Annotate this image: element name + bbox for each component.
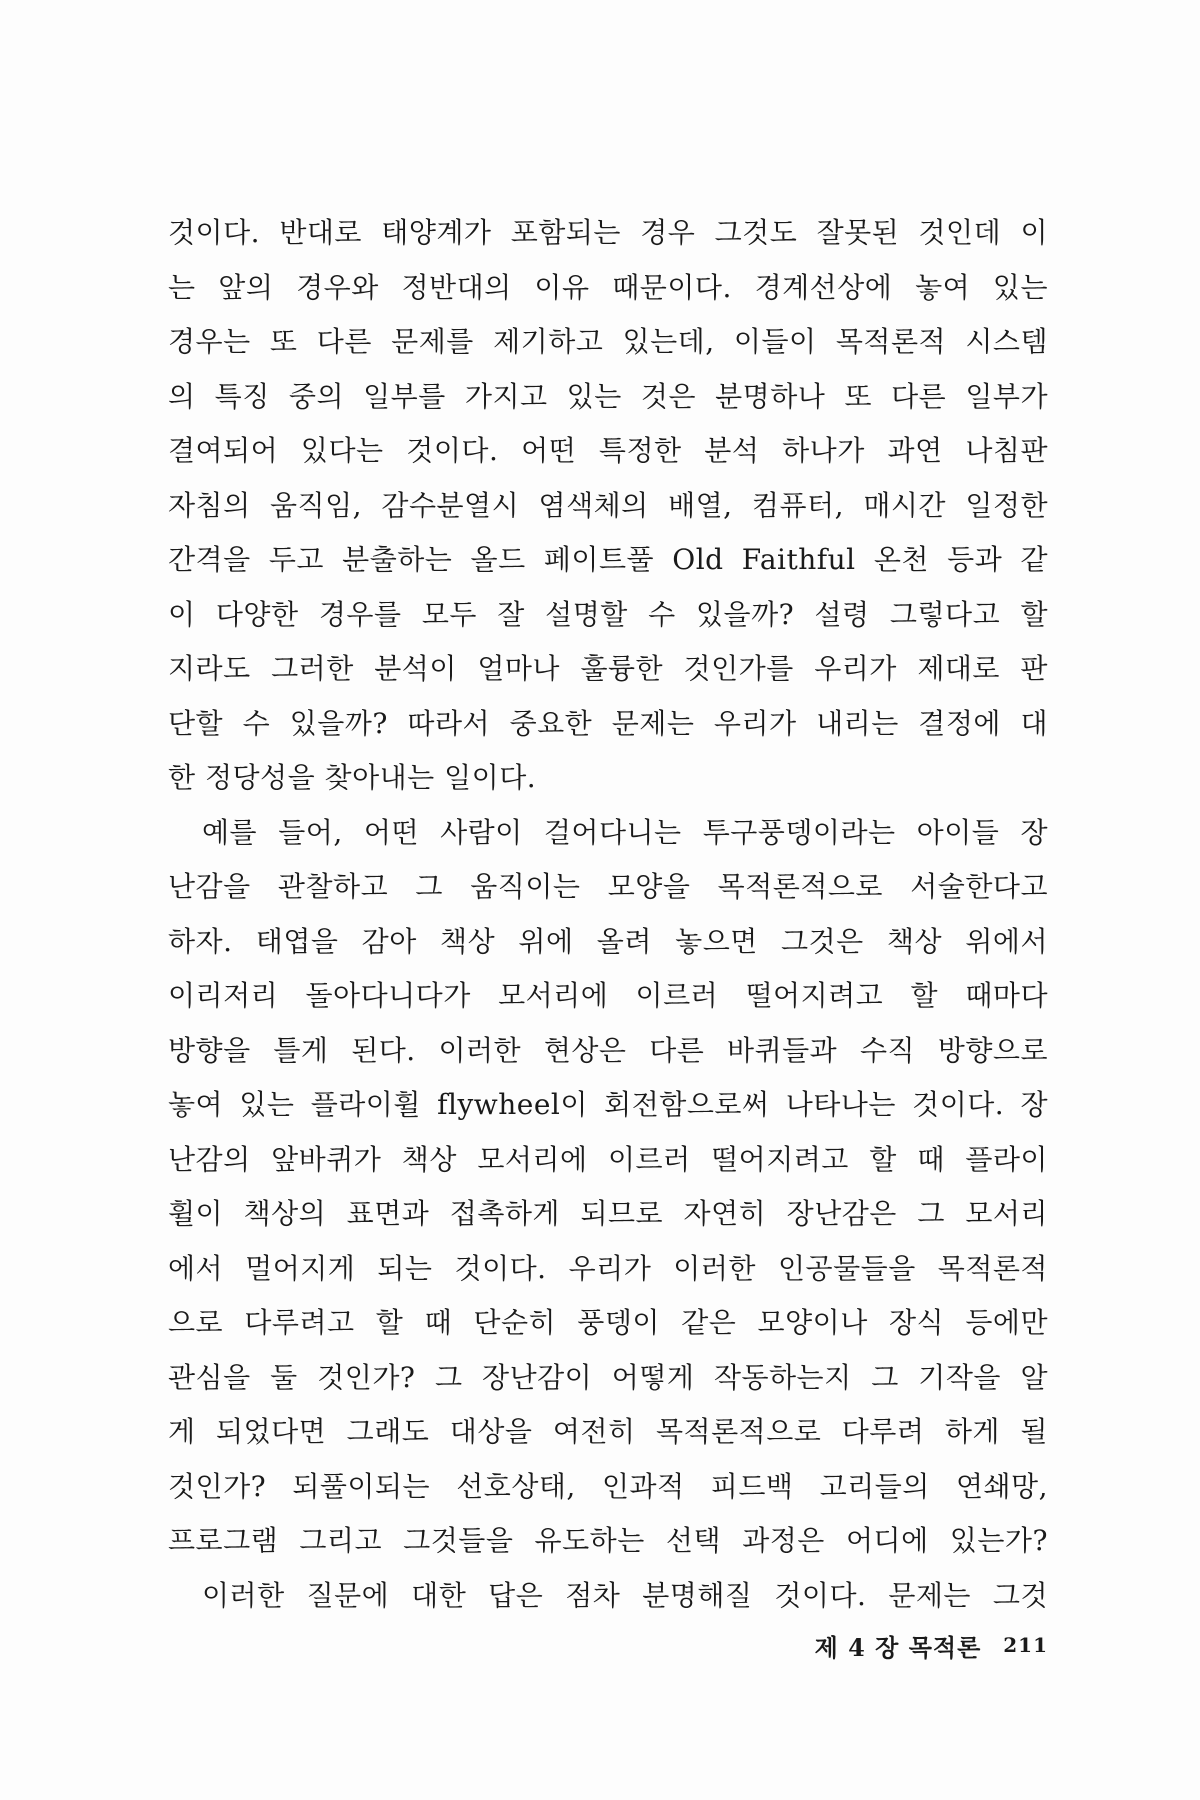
page-footer (600, 1625, 1048, 1665)
page-number: 211 (1003, 1633, 1048, 1657)
text-line: 결여되어 있다는 것이다. 어떤 특정한 분석 하나가 과연 나침판 (168, 434, 1048, 467)
text-line: 이 다양한 경우를 모두 잘 설명할 수 있을까? 설령 그렇다고 할 (168, 597, 1048, 631)
text-line: 놓여 있는 플라이휠 flywheel이 회전함으로써 나타나는 것이다. 장 (168, 1088, 1048, 1121)
text-line: 으로 다루려고 할 때 단순히 풍뎅이 같은 모양이나 장식 등에만 (168, 1306, 1048, 1339)
text-line: 난감의 앞바퀴가 책상 모서리에 이르러 떨어지려고 할 때 플라이 (168, 1142, 1048, 1176)
text-line: 예를 들어, 어떤 사람이 걸어다니는 투구풍뎅이라는 아이들 장 (202, 815, 1048, 849)
text-line: 이리저리 돌아다니다가 모서리에 이르러 떨어지려고 할 때마다 (168, 979, 1048, 1012)
text-line: 에서 멀어지게 되는 것이다. 우리가 이러한 인공물들을 목적론적 (168, 1251, 1048, 1285)
text-line: 게 되었다면 그래도 대상을 여전히 목적론적으로 다루려 하게 될 (168, 1415, 1048, 1448)
text-line: 단할 수 있을까? 따라서 중요한 문제는 우리가 내리는 결정에 대 (168, 706, 1048, 740)
text-line: 방향을 틀게 된다. 이러한 현상은 다른 바퀴들과 수직 방향으로 (168, 1033, 1048, 1067)
text-line: 프로그램 그리고 그것들을 유도하는 선택 과정은 어디에 있는가? (168, 1524, 1048, 1557)
text-line: 이러한 질문에 대한 답은 점차 분명해질 것이다. 문제는 그것 (202, 1578, 1048, 1612)
text-line: 간격을 두고 분출하는 올드 페이트풀 Old Faithful 온천 등과 같 (168, 543, 1048, 576)
text-line: 하자. 태엽을 감아 책상 위에 올려 놓으면 그것은 책상 위에서 (168, 924, 1048, 958)
text-line: 난감을 관찰하고 그 움직이는 모양을 목적론적으로 서술한다고 (168, 870, 1048, 903)
text-line: 지라도 그러한 분석이 얼마나 훌륭한 것인가를 우리가 제대로 판 (168, 652, 1048, 685)
text-line: 것인가? 되풀이되는 선호상태, 인과적 피드백 고리들의 연쇄망, (168, 1469, 1048, 1503)
text-line: 것이다. 반대로 태양계가 포함되는 경우 그것도 잘못된 것인데 이 (168, 216, 1048, 249)
running-footer-chapter: 제 4 장 목적론 (814, 1632, 982, 1662)
text-line: 한 정당성을 찾아내는 일이다. (168, 761, 537, 794)
text-line: 휠이 책상의 표면과 접촉하게 되므로 자연히 장난감은 그 모서리 (168, 1197, 1048, 1230)
text-line: 는 앞의 경우와 정반대의 이유 때문이다. 경계선상에 놓여 있는 (168, 270, 1048, 304)
text-line: 의 특징 중의 일부를 가지고 있는 것은 분명하나 또 다른 일부가 (168, 379, 1048, 413)
text-line: 자침의 움직임, 감수분열시 염색체의 배열, 컴퓨터, 매시간 일정한 (168, 488, 1048, 522)
body-text (168, 206, 1048, 1623)
text-line: 관심을 둘 것인가? 그 장난감이 어떻게 작동하는지 그 기작을 알 (168, 1360, 1048, 1394)
text-line: 경우는 또 다른 문제를 제기하고 있는데, 이들이 목적론적 시스템 (168, 325, 1048, 358)
